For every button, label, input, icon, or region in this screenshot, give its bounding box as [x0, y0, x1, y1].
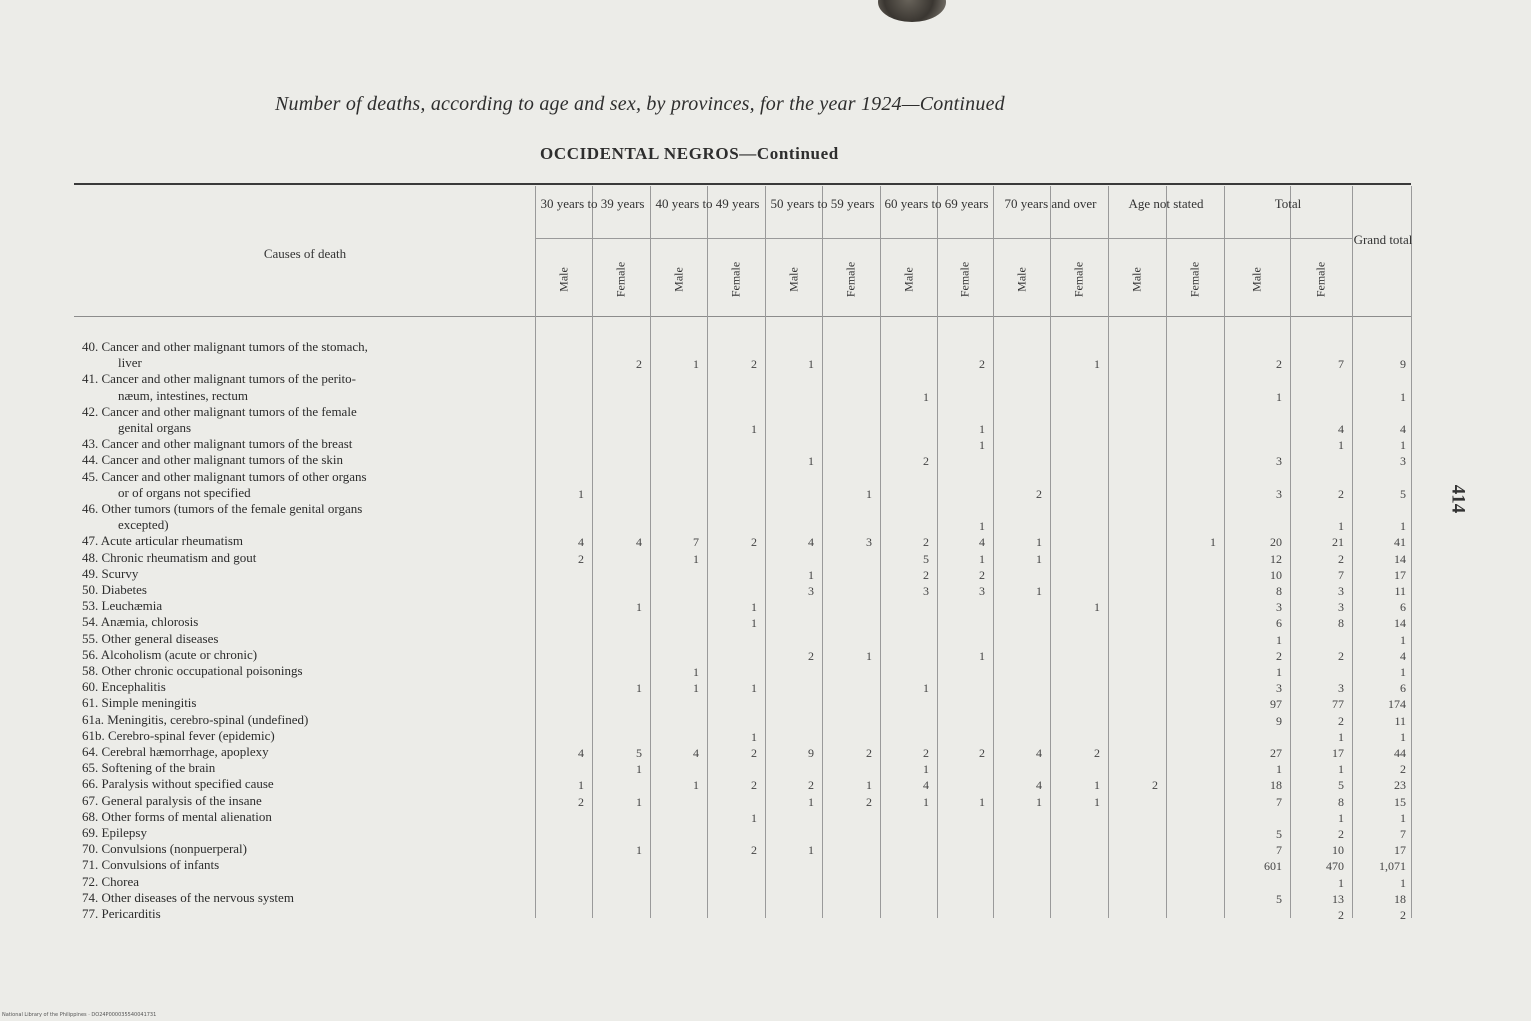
table-cell: 1: [808, 843, 814, 858]
table-cell: 1: [1036, 535, 1042, 550]
table-cell: 2: [1276, 357, 1282, 372]
table-cell: 7: [693, 535, 699, 550]
table-cell: 14: [1394, 616, 1406, 631]
table-cell: 1: [866, 486, 872, 501]
table-cell: 2: [1338, 713, 1344, 728]
table-cell: 1: [923, 389, 929, 404]
table-cell: 3: [923, 584, 929, 598]
cause-label: 67. General paralysis of the insane: [82, 792, 262, 808]
table-cell: 5: [1338, 778, 1344, 793]
table-cell: 4: [923, 778, 929, 793]
table-cell: 1: [1094, 600, 1100, 615]
causes-of-death-header: Causes of death: [263, 246, 347, 261]
table-cell: 1: [693, 665, 699, 679]
table-cell: 2: [1338, 486, 1344, 501]
table-cell: 1: [693, 357, 699, 372]
table-cell: 1: [923, 762, 929, 777]
cause-label: 61a. Meningitis, cerebro-spinal (undefined): [82, 711, 309, 727]
table-cell: 2: [751, 535, 757, 550]
table-cell: 9: [1400, 357, 1406, 372]
table-cell: 1: [979, 551, 985, 566]
column-rule: [993, 186, 994, 918]
table-cell: 1: [1094, 794, 1100, 809]
table-cell: 1: [578, 778, 584, 793]
column-rule: [1290, 186, 1291, 918]
table-cell: 1: [636, 600, 642, 615]
table-cell: 1: [1400, 729, 1406, 744]
table-cell: 5: [1400, 486, 1406, 501]
female-subheader: Female: [957, 261, 972, 298]
cause-label: 69. Epilepsy: [82, 825, 147, 840]
table-cell: 1: [1276, 632, 1282, 647]
table-cell: 2: [751, 843, 757, 858]
grand-total-header: Grand total: [1353, 232, 1413, 247]
table-cell: 2: [1338, 908, 1344, 922]
table-cell: 23: [1394, 778, 1406, 793]
female-subheader: Female: [1071, 261, 1086, 298]
table-cell: 1: [751, 681, 757, 696]
table-cell: 3: [1338, 600, 1344, 615]
column-rule: [822, 186, 823, 918]
table-cell: 1: [1338, 729, 1344, 744]
column-rule: [592, 186, 593, 918]
table-cell: 2: [1338, 551, 1344, 566]
table-cell: 1: [693, 551, 699, 566]
table-cell: 1: [751, 600, 757, 615]
table-cell: 2: [1152, 778, 1158, 793]
table-cell: 4: [1400, 422, 1406, 436]
table-cell: 2: [808, 648, 814, 663]
table-cell: 10: [1332, 843, 1344, 858]
table-cell: 5: [923, 551, 929, 566]
table-cell: 1: [636, 794, 642, 809]
table-cell: 1: [1338, 519, 1344, 534]
age-group-header: Total: [1274, 196, 1302, 211]
column-rule: [650, 186, 651, 918]
footer-credit: National Library of the Philippines · DO24P000035540041731: [2, 1012, 157, 1018]
cause-label: 43. Cancer and other malignant tumors of the breast: [82, 436, 353, 452]
table-cell: 2: [923, 567, 929, 582]
cause-label: 53. Leuchæmia: [82, 598, 163, 614]
table-cell: 2: [1338, 648, 1344, 663]
cause-label: 70. Convulsions (nonpuerperal): [82, 841, 248, 857]
table-cell: 1: [1400, 519, 1406, 534]
table-cell: 1: [636, 681, 642, 696]
table-cell: 1: [808, 794, 814, 809]
table-cell: 2: [751, 357, 757, 372]
cause-label: 40. Cancer and other malignant tumors of the stomach,: [82, 339, 368, 354]
cause-label: 71. Convulsions of infants: [82, 857, 220, 873]
table-cell: 1,071: [1379, 859, 1406, 874]
female-subheader: Female: [613, 261, 628, 298]
table-cell: 8: [1338, 616, 1344, 631]
table-cell: 1: [923, 794, 929, 809]
table-cell: 4: [1338, 422, 1344, 436]
column-rule: [765, 186, 766, 918]
female-subheader: Female: [1313, 261, 1328, 298]
table-cell: 2: [1400, 908, 1406, 922]
column-rule: [880, 186, 881, 918]
age-group-header: 30 years to 39 years: [540, 196, 645, 211]
table-cell: 1: [1400, 665, 1406, 679]
header-bottom-rule: [74, 316, 1411, 317]
table-cell: 15: [1394, 794, 1406, 809]
table-cell: 2: [1036, 486, 1042, 501]
cause-label: 55. Other general diseases: [82, 630, 219, 646]
cause-label: or of organs not specified: [118, 484, 251, 500]
age-group-header: 50 years to 59 years: [770, 196, 875, 211]
cause-label: 50. Diabetes: [82, 582, 147, 597]
table-cell: 3: [1276, 486, 1282, 501]
column-rule: [535, 186, 536, 918]
table-cell: 3: [1400, 454, 1406, 469]
table-cell: 4: [578, 746, 584, 760]
cause-label: 49. Scurvy: [82, 565, 139, 581]
male-subheader: Male: [901, 267, 915, 292]
table-cell: 2: [866, 794, 872, 809]
table-cell: 20: [1270, 535, 1282, 550]
table-cell: 3: [979, 584, 985, 598]
cause-label: 61b. Cerebro-spinal fever (epidemic): [82, 727, 275, 743]
column-rule: [1108, 186, 1109, 918]
table-cell: 2: [923, 454, 929, 469]
column-rule: [1224, 186, 1225, 918]
cause-label: 48. Chronic rheumatism and gout: [82, 549, 257, 565]
age-group-header: 40 years to 49 years: [655, 196, 760, 211]
table-cell: 17: [1332, 746, 1344, 760]
column-rule: [1352, 186, 1353, 918]
table-cell: 1: [979, 519, 985, 534]
table-cell: 11: [1394, 713, 1406, 728]
table-cell: 4: [578, 535, 584, 550]
table-cell: 1: [1400, 438, 1406, 453]
table-cell: 6: [1276, 616, 1282, 631]
table-cell: 1: [1338, 875, 1344, 890]
section-subtitle: OCCIDENTAL NEGROS—Continued: [540, 144, 839, 163]
male-subheader: Male: [671, 267, 685, 292]
table-top-rule: [74, 183, 1411, 185]
table-cell: 1: [636, 762, 642, 777]
table-cell: 2: [979, 567, 985, 582]
table-cell: 1: [979, 794, 985, 809]
table-cell: 1: [1400, 810, 1406, 825]
column-rule: [1411, 186, 1412, 918]
cause-label: 61. Simple meningitis: [82, 695, 197, 711]
table-cell: 1: [1276, 762, 1282, 777]
column-rule: [937, 186, 938, 918]
table-cell: 1: [866, 778, 872, 793]
table-cell: 8: [1276, 584, 1282, 598]
male-subheader: Male: [1249, 267, 1264, 292]
table-cell: 3: [808, 584, 814, 598]
table-cell: 1: [1400, 632, 1406, 647]
table-cell: 1: [1338, 438, 1344, 453]
table-cell: 6: [1400, 600, 1406, 615]
table-cell: 1: [1276, 665, 1282, 679]
cause-label: 72. Chorea: [82, 873, 140, 889]
table-cell: 4: [1400, 648, 1406, 663]
table-cell: 1: [578, 486, 584, 501]
cause-label: 60. Encephalitis: [82, 679, 166, 695]
age-group-header: Age not stated: [1128, 196, 1204, 211]
table-cell: 4: [979, 535, 985, 550]
table-cell: 7: [1400, 827, 1406, 841]
table-cell: 2: [1094, 746, 1100, 760]
table-cell: 1: [751, 616, 757, 631]
table-cell: 3: [1276, 454, 1282, 469]
table-cell: 2: [636, 357, 642, 372]
table-cell: 4: [693, 746, 699, 760]
table-cell: 2: [578, 794, 584, 809]
table-cell: 601: [1264, 859, 1282, 874]
table-cell: 1: [1036, 551, 1042, 566]
table-cell: 17: [1394, 843, 1406, 858]
table-cell: 1: [866, 648, 872, 663]
table-cell: 2: [866, 746, 872, 760]
table-cell: 1: [1210, 535, 1216, 550]
cause-label: 56. Alcoholism (acute or chronic): [82, 646, 258, 662]
table-cell: 1: [1400, 389, 1406, 404]
table-cell: 13: [1332, 891, 1344, 906]
table-cell: 97: [1270, 697, 1282, 712]
table-cell: 2: [751, 746, 757, 760]
cause-label: excepted): [118, 517, 169, 533]
table-cell: 2: [1400, 762, 1406, 777]
table-cell: 1: [979, 422, 985, 436]
table-cell: 1: [979, 648, 985, 663]
table-cell: 3: [1338, 681, 1344, 696]
table-cell: 2: [751, 778, 757, 793]
table-cell: 2: [979, 746, 985, 760]
table-cell: 17: [1394, 567, 1406, 582]
ink-blot: [878, 0, 946, 22]
table-cell: 2: [1276, 648, 1282, 663]
cause-label: 42. Cancer and other malignant tumors of the female: [82, 403, 357, 419]
table-cell: 1: [979, 438, 985, 453]
cause-label: 64. Cerebral hæmorrhage, apoplexy: [82, 744, 269, 759]
table-cell: 7: [1276, 843, 1282, 858]
cause-label: 47. Acute articular rheumatism: [82, 533, 244, 549]
table-cell: 1: [808, 357, 814, 372]
cause-label: genital organs: [118, 420, 192, 435]
table-cell: 1: [693, 778, 699, 793]
table-cell: 7: [1276, 794, 1282, 809]
table-cell: 41: [1394, 535, 1406, 550]
page-number: 414: [1447, 484, 1469, 514]
table-cell: 2: [1338, 827, 1344, 841]
table-cell: 3: [866, 535, 872, 550]
table-cell: 1: [751, 810, 757, 825]
table-cell: 10: [1270, 567, 1282, 582]
table-cell: 2: [923, 535, 929, 550]
table-cell: 4: [1036, 746, 1042, 760]
table-cell: 1: [1094, 357, 1100, 372]
table-cell: 7: [1338, 567, 1344, 582]
cause-label: 65. Softening of the brain: [82, 760, 216, 776]
table-cell: 1: [808, 454, 814, 469]
female-subheader: Female: [728, 261, 743, 298]
table-cell: 1: [636, 843, 642, 858]
male-subheader: Male: [556, 267, 570, 292]
table-cell: 1: [1276, 389, 1282, 404]
column-rule: [1166, 186, 1167, 918]
age-group-header: 70 years and over: [1004, 196, 1097, 211]
cause-label: 54. Anæmia, chlorosis: [82, 614, 199, 630]
table-cell: 470: [1326, 859, 1344, 874]
table-cell: 3: [1338, 584, 1344, 598]
table-cell: 2: [578, 551, 584, 566]
female-subheader: Female: [1187, 261, 1202, 298]
group-header-rule: [535, 238, 1352, 239]
table-cell: 77: [1332, 697, 1344, 712]
table-cell: 1: [808, 567, 814, 582]
table-cell: 18: [1394, 891, 1406, 906]
cause-label: næum, intestines, rectum: [118, 387, 248, 403]
table-cell: 27: [1270, 746, 1282, 760]
table-cell: 174: [1388, 697, 1406, 712]
table-cell: 5: [1276, 827, 1282, 841]
age-group-header: 60 years to 69 years: [884, 196, 989, 211]
table-cell: 1: [923, 681, 929, 696]
table-cell: 44: [1394, 746, 1406, 760]
table-cell: 12: [1270, 551, 1282, 566]
table-cell: 6: [1400, 681, 1406, 696]
table-cell: 2: [923, 746, 929, 760]
cause-label: 66. Paralysis without specified cause: [82, 776, 274, 792]
cause-label: 77. Pericarditis: [82, 906, 161, 921]
male-subheader: Male: [1014, 267, 1028, 292]
table-cell: 1: [1338, 810, 1344, 825]
table-cell: 4: [808, 535, 814, 550]
table-cell: 1: [693, 681, 699, 696]
table-cell: 5: [636, 746, 642, 760]
column-rule: [707, 186, 708, 918]
table-cell: 9: [808, 746, 814, 760]
column-rule: [1050, 186, 1051, 918]
table-cell: 3: [1276, 600, 1282, 615]
table-cell: 4: [636, 535, 642, 550]
table-cell: 1: [1036, 584, 1042, 598]
cause-label: 68. Other forms of mental alienation: [82, 808, 272, 824]
table-cell: 21: [1332, 535, 1344, 550]
male-subheader: Male: [786, 267, 800, 292]
table-cell: 1: [751, 729, 757, 744]
cause-label: 58. Other chronic occupational poisonings: [82, 663, 303, 678]
table-cell: 2: [979, 357, 985, 372]
table-cell: 1: [1400, 875, 1406, 890]
table-cell: 8: [1338, 794, 1344, 809]
page-title: Number of deaths, according to age and sex, by provinces, for the year 1924—Continued: [275, 93, 1005, 115]
table-cell: 5: [1276, 891, 1282, 906]
table-cell: 11: [1394, 584, 1406, 598]
table-cell: 3: [1276, 681, 1282, 696]
female-subheader: Female: [843, 261, 858, 298]
table-cell: 18: [1270, 778, 1282, 793]
table-cell: 2: [808, 778, 814, 793]
cause-label: 45. Cancer and other malignant tumors of other organs: [82, 468, 367, 484]
table-cell: 1: [1338, 762, 1344, 777]
table-cell: 1: [751, 422, 757, 436]
cause-label: liver: [118, 355, 142, 371]
cause-label: 44. Cancer and other malignant tumors of the skin: [82, 452, 344, 468]
table-cell: 14: [1394, 551, 1406, 566]
table-cell: 1: [1094, 778, 1100, 793]
cause-label: 74. Other diseases of the nervous system: [82, 889, 294, 905]
table-cell: 9: [1276, 713, 1282, 728]
table-cell: 7: [1338, 357, 1344, 372]
male-subheader: Male: [1129, 267, 1144, 292]
cause-label: 46. Other tumors (tumors of the female genital organs: [82, 501, 363, 516]
table-cell: 4: [1036, 778, 1042, 793]
table-cell: 1: [1036, 794, 1042, 809]
cause-label: 41. Cancer and other malignant tumors of the perito-: [82, 371, 357, 387]
